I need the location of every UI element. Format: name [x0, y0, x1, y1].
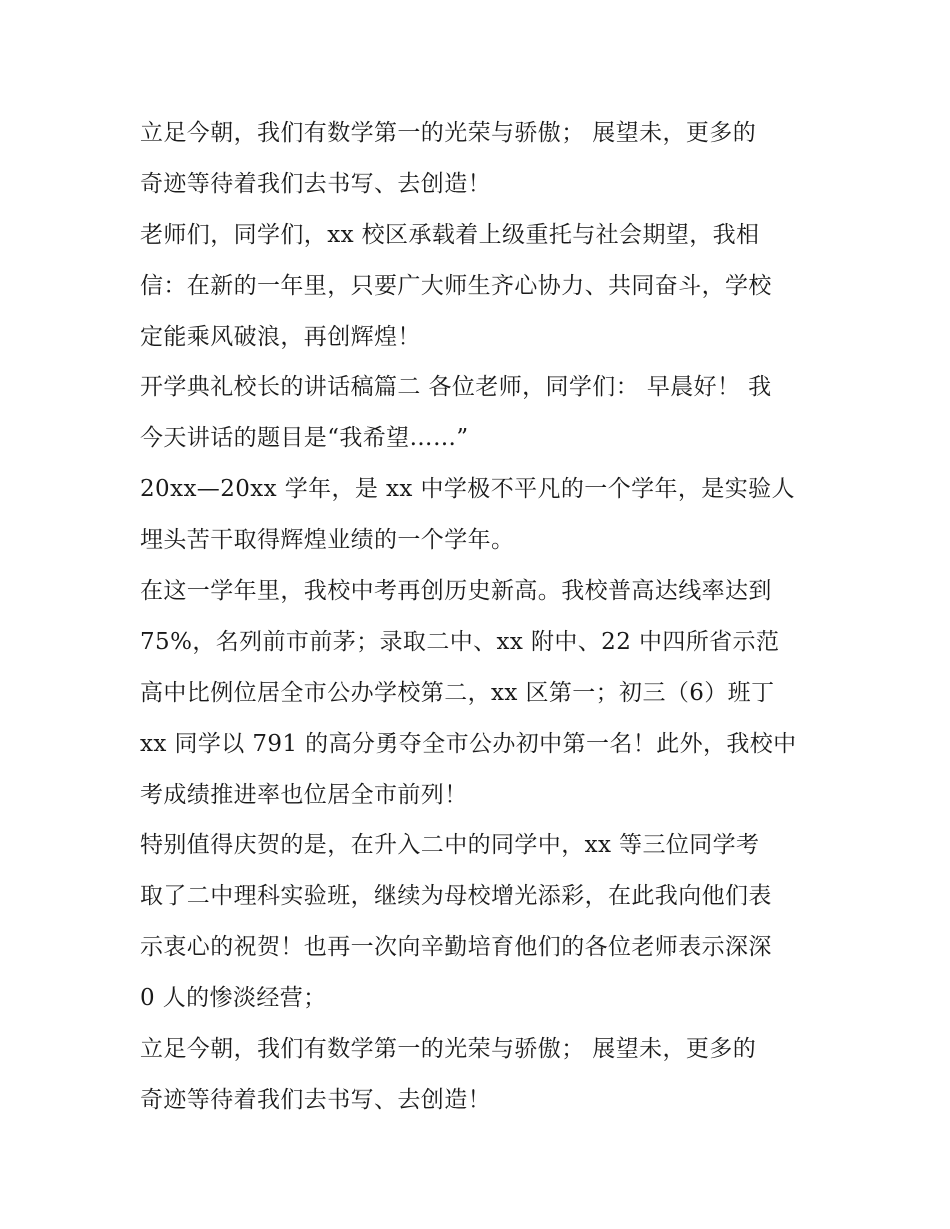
- text-line: 75%，名列前市前茅；录取二中、xx 附中、22 中四所省示范: [140, 628, 780, 655]
- text-line: 今天讲话的题目是“我希望……”: [140, 425, 469, 452]
- text-line: 老师们，同学们，xx 校区承载着上级重托与社会期望，我相: [140, 221, 760, 248]
- text-line: 埋头苦干取得辉煌业绩的一个学年。: [140, 527, 515, 554]
- text-line: xx 同学以 791 的高分勇夺全市公办初中第一名！此外，我校中: [140, 730, 797, 757]
- text-line: 立足今朝，我们有数学第一的光荣与骄傲； 展望未，更多的: [140, 120, 757, 146]
- text-line: 示衷心的祝贺！也再一次向辛勤培育他们的各位老师表示深深: [140, 934, 772, 961]
- text-line: 在这一学年里，我校中考再创历史新高。我校普高达线率达到: [140, 578, 772, 605]
- text-line: 0 人的惨淡经营；: [140, 985, 327, 1012]
- text-line: 信：在新的一年里，只要广大师生齐心协力、共同奋斗，学校: [140, 272, 772, 299]
- text-line: 开学典礼校长的讲话稿篇二 各位老师，同学们： 早晨好！ 我: [140, 374, 772, 401]
- text-line: 奇迹等待着我们去书写、去创造！: [140, 170, 491, 197]
- document-body: [140, 108, 820, 1126]
- text-line: 奇迹等待着我们去书写、去创造！: [140, 1086, 491, 1113]
- text-line: 立足今朝，我们有数学第一的光荣与骄傲； 展望未，更多的: [140, 1036, 757, 1063]
- text-line: 定能乘风破浪，再创辉煌！: [140, 323, 421, 350]
- text-line: 特别值得庆贺的是，在升入二中的同学中，xx 等三位同学考: [140, 832, 760, 859]
- text-line: 高中比例位居全市公办学校第二，xx 区第一；初三（6）班丁: [140, 679, 775, 706]
- text-line: 取了二中理科实验班，继续为母校增光添彩，在此我向他们表: [140, 883, 772, 910]
- text-line: 考成绩推进率也位居全市前列！: [140, 781, 468, 808]
- text-line: 20xx—20xx 学年，是 xx 中学极不平凡的一个学年，是实验人: [140, 476, 795, 503]
